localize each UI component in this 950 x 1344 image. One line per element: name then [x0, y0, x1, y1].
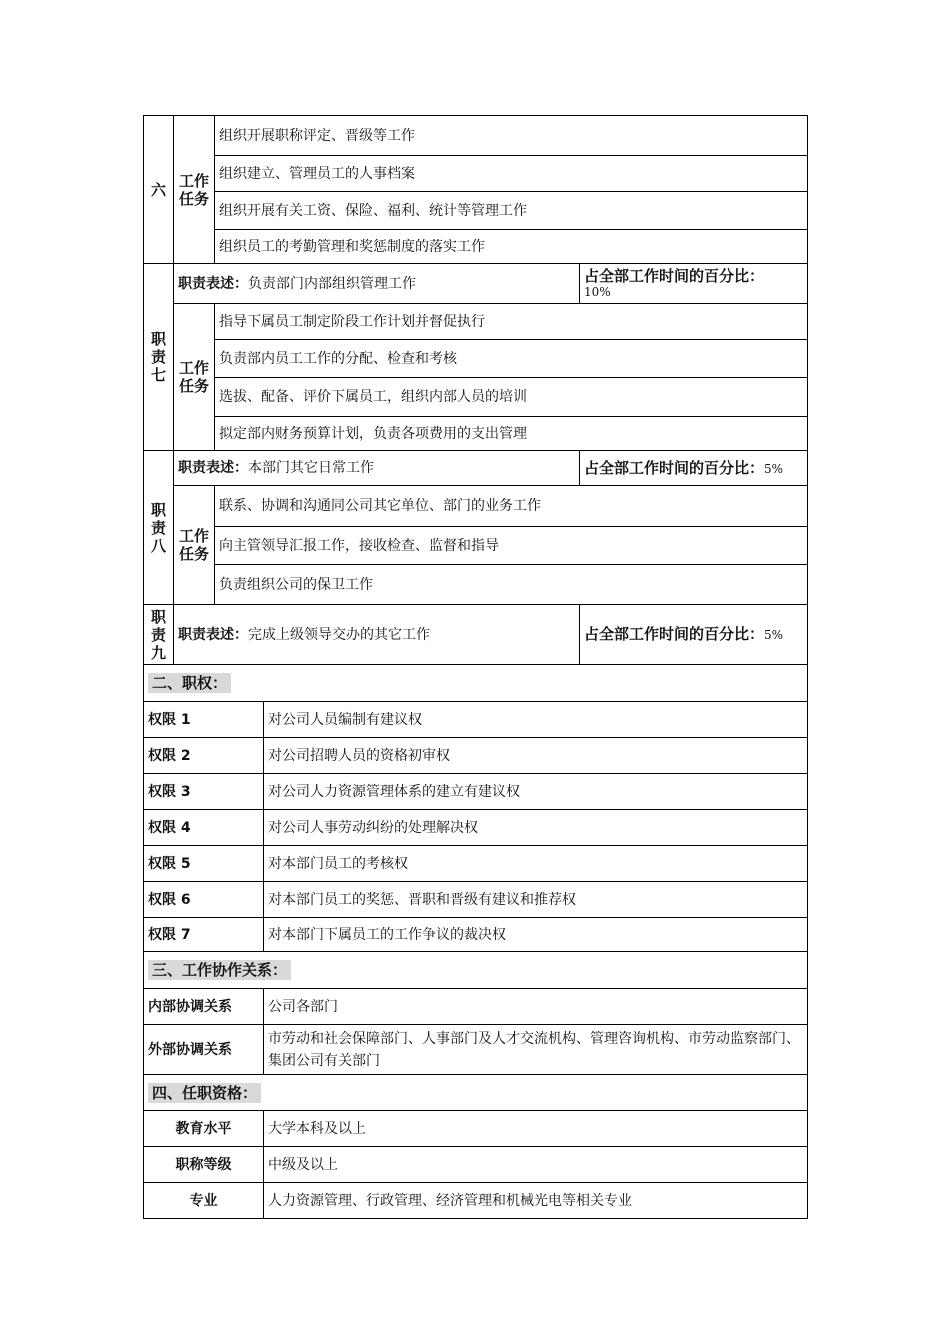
duty8-task: 向主管领导汇报工作，接收检查、监督和指导: [215, 527, 808, 565]
details-table: [143, 664, 808, 1219]
duty7-desc-label: 职责表述：: [178, 275, 248, 292]
duty8-description: [174, 451, 580, 486]
job-description-document: [143, 115, 807, 1219]
duty8-percentage: [580, 451, 808, 486]
duty9-desc-text: 完成上级领导交办的其它工作: [248, 626, 430, 643]
authority-text: 对本部门下属员工的工作争议的裁决权: [264, 918, 808, 952]
duty7-task: 拟定部内财务预算计划，负责各项费用的支出管理: [215, 417, 808, 451]
authority-label: 权限 7: [144, 918, 264, 952]
qualification-text: 人力资源管理、行政管理、经济管理和机械光电等相关专业: [264, 1183, 808, 1219]
authority-heading: [144, 665, 808, 702]
duty8-task-label: 工作 任务: [174, 486, 215, 605]
duty9-label: 职 责 九: [144, 605, 174, 665]
duty7-percentage: [580, 264, 808, 304]
duty7-pct-value: 10%: [584, 284, 611, 299]
qualifications-heading: [144, 1075, 808, 1111]
duty7-label: 职 责 七: [144, 264, 174, 451]
duty9-desc-label: 职责表述：: [178, 626, 248, 643]
duty9-percentage: [580, 605, 808, 665]
internal-relations-text: 公司各部门: [264, 989, 808, 1025]
duty7-task: 选拔、配备、评价下属员工，组织内部人员的培训: [215, 378, 808, 417]
authority-label: 权限 4: [144, 810, 264, 846]
duty6-task: 组织开展有关工资、保险、福利、统计等管理工作: [215, 192, 808, 230]
duty9-pct-label: 占全部工作时间的百分比：: [584, 625, 765, 643]
duty8-pct-value: 5%: [764, 461, 784, 476]
qualifications-heading-text: 四、任职资格：: [148, 1083, 261, 1103]
duty7-task: 负责部内员工工作的分配、检查和考核: [215, 340, 808, 378]
duty6-task-label: 工作 任务: [174, 116, 215, 264]
duty8-task: 联系、协调和沟通同公司其它单位、部门的业务工作: [215, 486, 808, 527]
duty8-pct-label: 占全部工作时间的百分比：: [584, 458, 765, 477]
duty6-task: 组织员工的考勤管理和奖惩制度的落实工作: [215, 230, 808, 264]
qualification-text: 中级及以上: [264, 1147, 808, 1183]
authority-text: 对公司人员编制有建议权: [264, 702, 808, 738]
internal-relations-label: 内部协调关系: [144, 989, 264, 1025]
duty7-task-label: 工作 任务: [174, 304, 215, 451]
duty7-pct-label: 占全部工作时间的百分比：: [584, 266, 765, 285]
duty7-description: [174, 264, 580, 304]
duty6-task: 组织建立、管理员工的人事档案: [215, 156, 808, 192]
qualification-text: 大学本科及以上: [264, 1111, 808, 1147]
relations-heading: [144, 952, 808, 989]
duty9-pct-value: 5%: [764, 628, 784, 642]
duty8-desc-text: 本部门其它日常工作: [248, 460, 374, 476]
authority-text: 对本部门员工的考核权: [264, 846, 808, 882]
duties-table: [143, 115, 808, 665]
authority-heading-text: 二、职权：: [148, 673, 231, 693]
duty7-task: 指导下属员工制定阶段工作计划并督促执行: [215, 304, 808, 340]
authority-text: 对公司人力资源管理体系的建立有建议权: [264, 774, 808, 810]
external-relations-text: 市劳动和社会保障部门、人事部门及人才交流机构、管理咨询机构、市劳动监察部门、集团公司有关部门: [264, 1025, 808, 1075]
duty8-task: 负责组织公司的保卫工作: [215, 565, 808, 605]
authority-label: 权限 1: [144, 702, 264, 738]
authority-label: 权限 3: [144, 774, 264, 810]
duty8-label: 职 责 八: [144, 451, 174, 605]
qualification-label: 职称等级: [144, 1147, 264, 1183]
qualification-label: 教育水平: [144, 1111, 264, 1147]
authority-label: 权限 6: [144, 882, 264, 918]
duty7-desc-text: 负责部门内部组织管理工作: [248, 275, 416, 292]
duty6-task: 组织开展职称评定、晋级等工作: [215, 116, 808, 156]
authority-label: 权限 2: [144, 738, 264, 774]
duty9-description: [174, 605, 580, 665]
authority-text: 对公司人事劳动纠纷的处理解决权: [264, 810, 808, 846]
authority-label: 权限 5: [144, 846, 264, 882]
external-relations-label: 外部协调关系: [144, 1025, 264, 1075]
duty6-label: 六: [144, 116, 174, 264]
relations-heading-text: 三、工作协作关系：: [148, 960, 291, 980]
authority-text: 对本部门员工的奖惩、晋职和晋级有建议和推荐权: [264, 882, 808, 918]
authority-text: 对公司招聘人员的资格初审权: [264, 738, 808, 774]
duty8-desc-label: 职责表述：: [178, 460, 248, 476]
qualification-label: 专业: [144, 1183, 264, 1219]
